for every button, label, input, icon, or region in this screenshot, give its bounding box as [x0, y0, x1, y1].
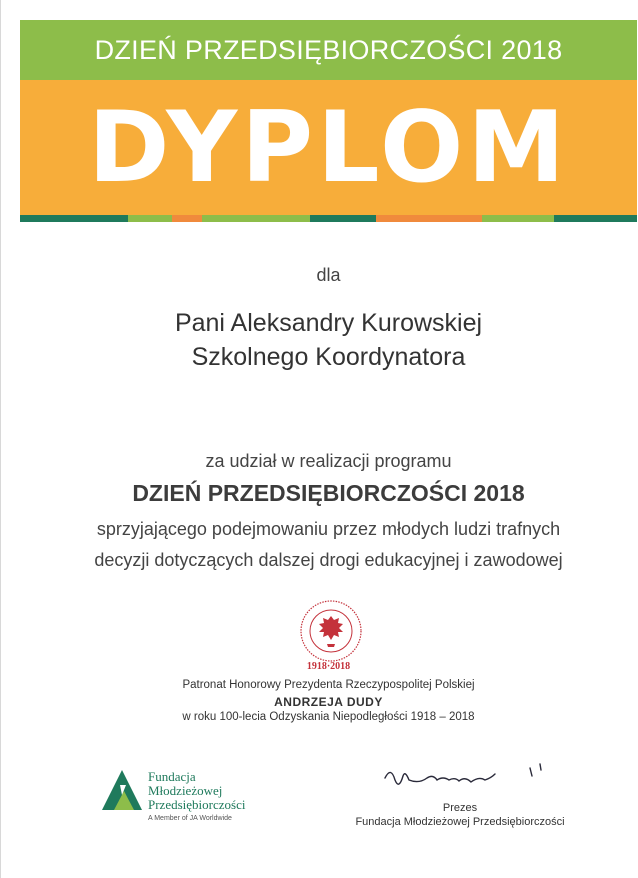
description-line-1: sprzyjającego podejmowaniu przez młodych ludzi trafnych: [96, 519, 561, 539]
program-name: DZIEŃ PRZEDSIĘBIORCZOŚCI 2018: [132, 480, 525, 506]
patron-name: ANDRZEJA DUDY: [274, 695, 383, 709]
fundacja-logo-text: Fundacja Młodzieżowej Przedsiębiorczości: [148, 769, 246, 812]
eagle-seal-icon: [296, 598, 366, 668]
reason-text: za udział w realizacji programu: [205, 451, 452, 471]
diploma-title: DYPLOM: [88, 90, 569, 205]
ja-worldwide-member: A Member of JA Worldwide: [148, 815, 232, 822]
header-diploma-band: [20, 80, 637, 215]
for-label: dla: [316, 265, 341, 285]
recipient-role: Szkolnego Koordynatora: [191, 343, 466, 371]
signer-title: Prezes: [442, 802, 478, 814]
signer-organization: Fundacja Młodzieżowej Przedsiębiorczości: [355, 816, 565, 828]
decorative-stripe: [20, 215, 637, 222]
patronage-line-1: Patronat Honorowy Prezydenta Rzeczypospolitej Polskiej: [182, 679, 475, 691]
signature-mark: [380, 760, 560, 800]
event-title: DZIEŃ PRZEDSIĘBIORCZOŚCI 2018: [94, 34, 563, 65]
recipient-name: Pani Aleksandry Kurowskiej: [174, 309, 483, 337]
header-event-band: [20, 20, 637, 80]
description-line-2: decyzji dotyczących dalszej drogi edukacyjnej i zawodowej: [94, 550, 563, 570]
patronage-line-3: w roku 100-lecia Odzyskania Niepodległości 1918 – 2018: [182, 711, 475, 723]
seal-years: 1918·2018: [306, 661, 351, 672]
